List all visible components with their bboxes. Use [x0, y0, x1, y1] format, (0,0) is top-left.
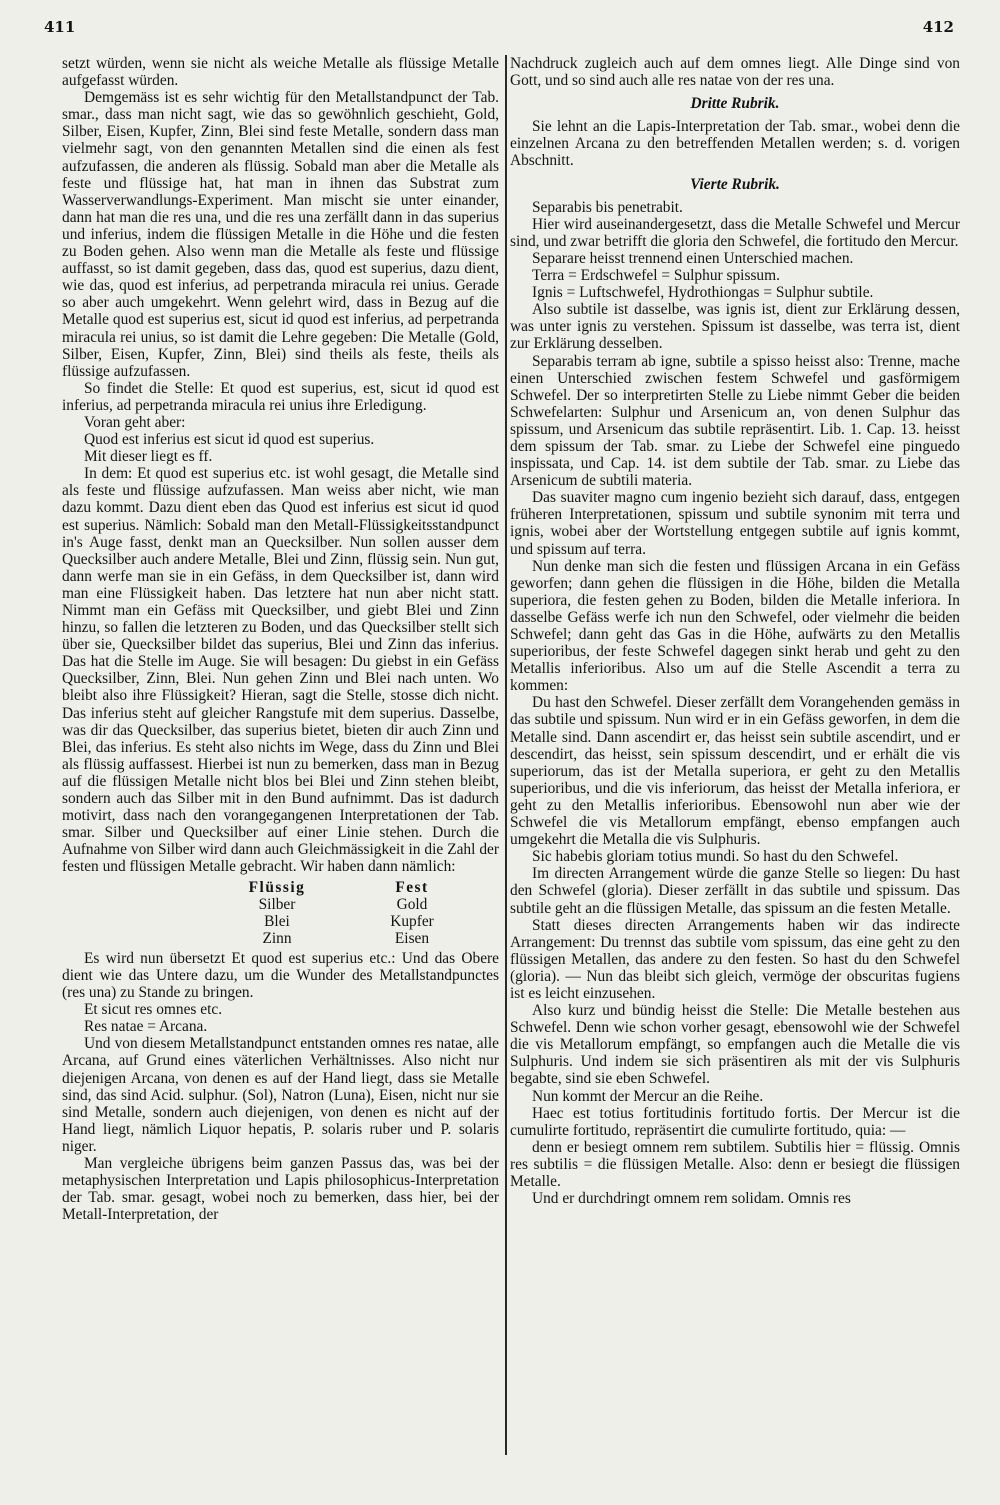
paragraph: Im directen Arrangement würde die ganze Stelle so liegen: Du hast den Schwefel (gloria). Dieser zerfällt in das subtile und spissum. Das subtile geht an die flüssigen Metalle, das spissum an die festen Metalle. — [510, 865, 960, 917]
column-divider — [505, 55, 507, 1455]
table-cell: Kupfer — [390, 912, 434, 930]
paragraph: Voran geht aber: — [84, 413, 186, 431]
paragraph: Mit dieser liegt es ff. — [84, 448, 213, 466]
heading-vierte-rubrik: Vierte Rubrik. — [690, 175, 780, 193]
paragraph: Res natae = Arcana. — [84, 1018, 208, 1036]
paragraph: Du hast den Schwefel. Dieser zerfällt dem Vorangehenden gemäss in das subtile und spissum. Nun wird er in ein Gefäss geworfen, in dem die Metalle sind. Dann ascendirt er, das heisst sein subtile ascendirt, und er descendirt, das heisst, sein spissum descendirt, und er erhält die vis superiorum, das ist der Metalla superiora, er geht zu den Metallis superioribus, und die vis inferiorum, das heisst der Metalla inferiora, er geht zu den Metallis inferioribus. Ebensowohl nun aber wie der Schwefel die vis Metallorum empfängt, ebenso empfangen auch umgekehrt die Metalla die vis Sulphuris. — [510, 694, 960, 849]
paragraph: Sie lehnt an die Lapis-Interpretation der Tab. smar., wobei denn die einzelnen Arcana zu den betreffenden Metallen werden; s. d. vorigen Abschnitt. — [510, 118, 960, 170]
paragraph: Separabis terram ab igne, subtile a spisso heisst also: Trenne, mache einen Unterschied zwischen festem Schwefel und gasförmigem Schwefel. Der so interpretirten Stelle zu Liebe nimmt Geber die beiden Schwefelarten: Sulphur und Arsenicum an, von denen Sulphur das spissum, und Arsenicum das subtile repräsentirt. Lib. 1. Cap. 13. heisst dem spissum der Tab. smar. zu Liebe der Schwefel eine pinguedo inspissata, und Cap. 14. ist dem subtile der Tab. smar. zu Liebe das Arsenicum de subtili materia. — [510, 352, 960, 490]
table-cell: Zinn — [262, 929, 292, 947]
paragraph: Ignis = Luftschwefel, Hydrothiongas = Sulphur subtile. — [532, 284, 874, 302]
left-column — [62, 55, 499, 1223]
right-column — [510, 55, 960, 1207]
right-paragraphs-a — [510, 55, 960, 89]
table-cell: Eisen — [394, 929, 430, 947]
paragraph: So findet die Stelle: Et quod est superius, est, sicut id quod est inferius, ad perpetranda miracula rei unius ihre Erledigung. — [62, 379, 499, 414]
right-paragraphs-c — [510, 199, 960, 1208]
paragraph: Man vergleiche übrigens beim ganzen Passus das, was bei der metaphysischen Interpretation und Lapis philosophicus-Interpretation der Tab. smar. gesagt, wobei noch zu bemerken, dass hier, bei der Metall-Interpretation, der — [62, 1155, 499, 1224]
paragraph: Es wird nun übersetzt Et quod est superius etc.: Und das Obere dient wie das Untere dazu, um die Wunder des Metallstandpunctes (res una) zu Stande zu bringen. — [62, 949, 499, 1002]
table-header-solid: Fest — [395, 878, 429, 896]
page-number-right: 412 — [922, 18, 954, 36]
paragraph: Hier wird auseinandergesetzt, dass die Metalle Schwefel und Mercur sind, und zwar betrifft die gloria den Schwefel, die fortitudo den Mercur. — [510, 215, 960, 250]
paragraph: Und er durchdringt omnem rem solidam. Omnis res — [532, 1190, 851, 1208]
paragraph: Also subtile ist dasselbe, was ignis ist, dient zur Erklärung dessen, was unter ignis zu verstehen. Spissum ist dasselbe, was terra ist, dient zur Erklärung desselben. — [510, 301, 960, 353]
paragraph: Separare heisst trennend einen Unterschied machen. — [532, 249, 854, 267]
left-paragraphs-a — [62, 55, 499, 876]
paragraph: Nun denke man sich die festen und flüssigen Arcana in ein Gefäss geworfen; dann gehen die flüssigen in die Höhe, bilden die Metalla superiora, die festen gehen zu Boden, bilden die Metalle inferiora. In dasselbe Gefäss werfe ich nun den Schwefel, oder vielmehr die beiden Schwefel; dann geht das Gas in die Höhe, aufwärts zu den Metallis superioribus, der feste Schwefel dagegen sinkt herab und geht zu den Metallis inferioribus. Also um auf die Stelle Ascendit a terra zu kommen: — [510, 557, 960, 695]
paragraph: Also kurz und bündig heisst die Stelle: Die Metalle bestehen aus Schwefel. Denn wie schon vorher gesagt, ebensowohl wie der Schwefel die vis Metallorum empfängt, so empfangen auch die Metalle die vis Sulphuris. Und indem sie sich präsentiren als mit der vis Sulphuris begabte, sind sie eben Schwefel. — [510, 1002, 960, 1088]
right-paragraphs-b — [510, 118, 960, 169]
paragraph: Terra = Erdschwefel = Sulphur spissum. — [532, 267, 780, 285]
table-header-fluid: Flüssig — [248, 878, 306, 896]
left-paragraphs-b — [62, 950, 499, 1224]
paragraph: In dem: Et quod est superius etc. ist wohl gesagt, die Metalle sind als feste und flüssige aufzufassen. Man weiss aber nicht, wie man dazu kommt. Dazu dient eben das Quod est inferius est sicut id quod est superius. Nämlich: Sobald man den Metall-Flüssigkeitsstandpunct in's Auge fasst, denkt man an Quecksilber. Nun sollen ausser dem Quecksilber auch andere Metalle, Blei und Zinn, flüssig sein. Nun gut, dann werfe man sie in ein Gefäss, in dem Quecksilber ist, dann wird man eine Flüssigkeit haben. Das letztere hat nun aber nicht statt. Nimmt man ein Gefäss mit Quecksilber, und giebt Blei und Zinn hinzu, so fallen die letzteren zu Boden, und das Quecksilber stellt sich über sie, Quecksilber bildet das superius, Blei und Zinn das inferius. Das hat die Stelle im Auge. Sie will besagen: Du giebst in ein Gefäss Quecksilber, Zinn, Blei. Nun gehen Zinn und Blei nach unten. Wo bleibt also ihre Flüssigkeit? Hieran, sagt die Stelle, stosse dich nicht. Das inferius steht auf gleicher Rangstufe mit dem superius. Dasselbe, was dir das Quecksilber, das superius bietet, bieten dir auch Zinn und Blei, das inferius. Es steht also nichts im Wege, dass du Zinn und Blei als flüssig auffassest. Hierbei ist nun zu bemerken, dass man in Bezug auf die flüssigen Metalle nicht blos bei Blei und Zinn stehen bleibt, sondern auch das Silber mit in den Bund aufnimmt. Das ist dadurch motivirt, dass nach den vorangegangenen Interpretationen der Tab. smar. Silber und Quecksilber auf einer Linie stehen. Durch die Aufnahme von Silber wird dann auch Gleichmässigkeit in die Zahl der festen und flüssigen Metalle gebracht. Wir haben dann nämlich: — [62, 465, 499, 876]
paragraph: Quod est inferius est sicut id quod est superius. — [84, 431, 375, 449]
paragraph: Und von diesem Metallstandpunct entstanden omnes res natae, alle Arcana, auf Grund eines väterlichen Verhältnisses. Also nicht nur diejenigen Arcana, von denen es auf der Hand liegt, dass sie Metalle sind, das sind Acid. sulphur. (Sol), Natron (Luna), Eisen, nicht nur sie sind Metalle, sondern auch diejenigen, von denen es nicht auf der Hand liegt, nämlich Liquor hepatis, P. solaris ruber und P. solaris niger. — [62, 1035, 499, 1155]
table-cell: Silber — [258, 895, 296, 913]
paragraph: Nachdruck zugleich auch auf dem omnes liegt. Alle Dinge sind von Gott, und so sind auch alle res natae von der res una. — [510, 55, 960, 90]
paragraph: Separabis bis penetrabit. — [532, 198, 683, 216]
paragraph: Haec est totius fortitudinis fortitudo fortis. Der Mercur ist die cumulirte fortitudo, repräsentirt die cumulirte fortitudo, quia: — — [510, 1104, 960, 1139]
paragraph: setzt würden, wenn sie nicht als weiche Metalle als flüssige Metalle aufgefasst würden. — [62, 55, 499, 90]
paragraph: Sic habebis gloriam totius mundi. So hast du den Schwefel. — [532, 848, 899, 866]
metals-table — [202, 879, 499, 947]
paragraph: denn er besiegt omnem rem subtilem. Subtilis hier = flüssig. Omnis res subtilis = die flüssigen Metalle. Also: denn er besiegt die flüssigen Metalle. — [510, 1138, 960, 1190]
table-cell: Gold — [396, 895, 428, 913]
heading-dritte-rubrik: Dritte Rubrik. — [690, 95, 780, 113]
paragraph: Et sicut res omnes etc. — [84, 1001, 223, 1019]
paragraph: Das suaviter magno cum ingenio bezieht sich darauf, dass, entgegen früheren Interpretationen, spissum und subtile synonim mit terra und ignis, wobei aber der Wortstellung entgegen subtile auf ignis kommt, und spissum auf terra. — [510, 489, 960, 558]
paragraph: Demgemäss ist es sehr wichtig für den Metallstandpunct der Tab. smar., dass man nicht sagt, wie das so gewöhnlich geschieht, Gold, Silber, Eisen, Kupfer, Zinn, Blei sind feste Metalle, sondern dass man vielmehr sagt, von den genannten Metallen sind die einen als fest aufzufassen, die anderen als flüssig. Sobald man aber die Metalle als feste und flüssige hat, hat man in ihnen das Substrat zum Wasserverwandlungs-Experiment. Man mischt sie unter einander, dann hat man die res una, und die res una zerfällt dann in das superius und inferius, indem die flüssigen Metalle in die Höhe und die festen zu Boden gehen. Also wenn man die Metalle als feste und flüssige auffasst, so ist damit gegeben, dass das, quod est superius, dazu dient, wie das, quod est inferius, ad perpetranda miracula rei unius. Gerade so aber auch umgekehrt. Wenn gelehrt wird, dass in Bezug auf die Metalle quod est superius est, sicut id quod est inferius, ad perpetranda miracula rei unius, so ist damit die Lehre gegeben: Die Metalle (Gold, Silber, Eisen, Kupfer, Zinn, Blei) sind theils als feste, theils als flüssige aufzufassen. — [62, 89, 499, 380]
paragraph: Nun kommt der Mercur an die Reihe. — [532, 1087, 764, 1105]
table-cell: Blei — [264, 912, 290, 930]
paragraph: Statt dieses directen Arrangements haben wir das indirecte Arrangement: Du trennst das subtile vom spissum, das eine geht zu den flüssigen Metallen, das andere zu den festen. So hast du den Schwefel (gloria). — Nun das bleibt sich gleich, vermöge der obscuritas fugiens ist es leicht einzusehen. — [510, 916, 960, 1002]
page-number-left: 411 — [44, 18, 76, 36]
